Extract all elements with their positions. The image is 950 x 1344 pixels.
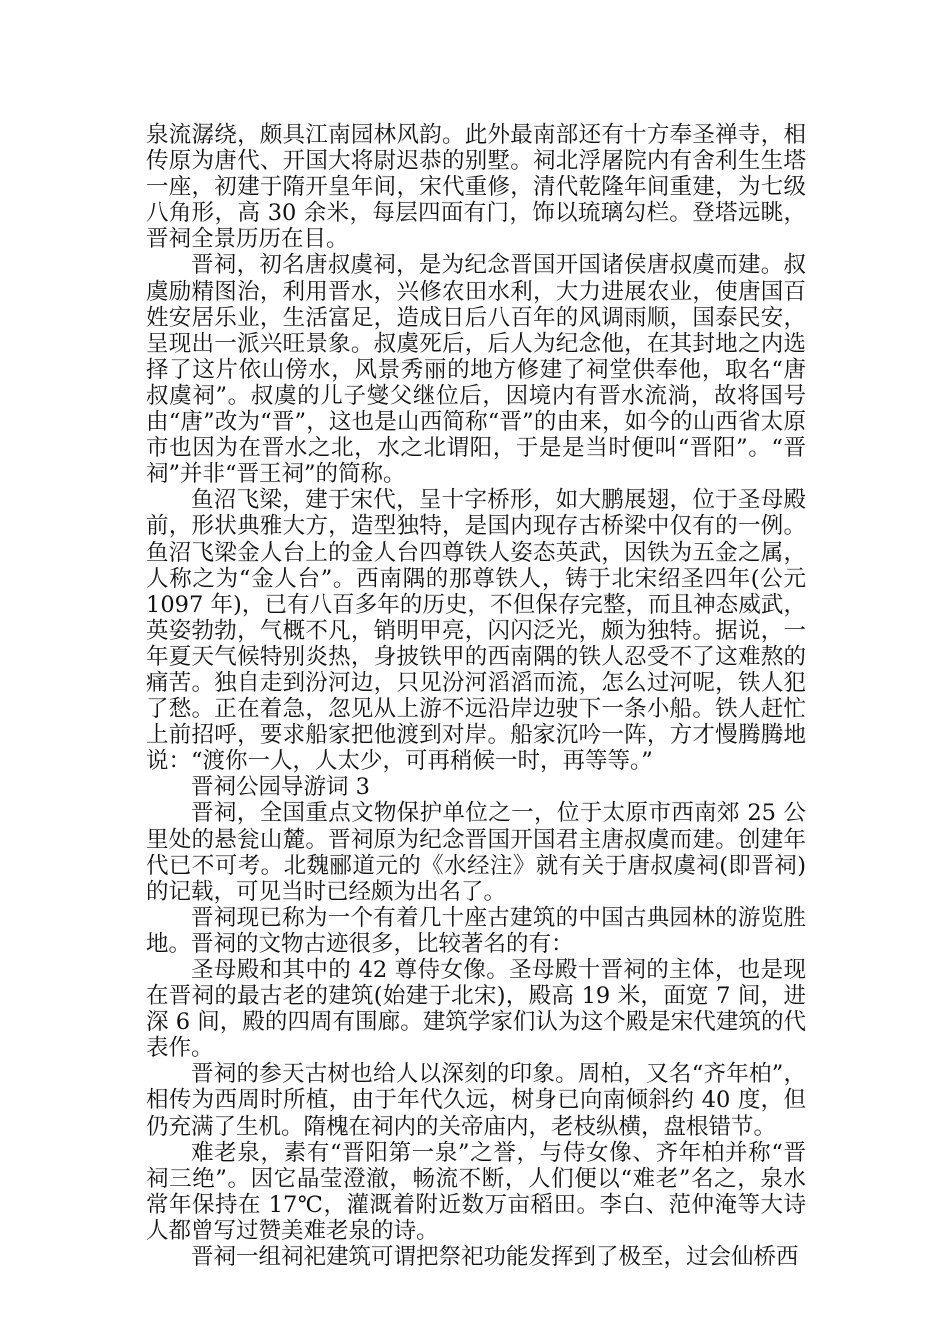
paragraph-2: 晋祠，初名唐叔虞祠，是为纪念晋国开国诸侯唐叔虞而建。叔虞励精图治，利用晋水，兴修农田水利，大力进展农业，使唐国百姓安居乐业，生活富足，造成日后八百年的风调雨顺，国泰民安，呈现出一派兴旺景象。叔虞死后，后人为纪念他，在其封地之内选择了这片依山傍水，风景秀丽的地方修建了祠堂供奉他，取名“唐叔虞祠”。叔虞的儿子燮父继位后，因境内有晋水流淌，故将国号由“唐”改为“晋”，这也是山西简称“晋”的由来，如今的山西省太原市也因为在晋水之北，水之北谓阳，于是是当时便叫“晋阳”。“晋祠”并非“晋王祠”的简称。 (146, 252, 806, 488)
document-page (146, 122, 806, 1270)
paragraph-6: 圣母殿和其中的 42 尊侍女像。圣母殿十晋祠的主体，也是现在晋祠的最古老的建筑(始建于北宋)，殿高 19 米，面宽 7 间，进深 6 间，殿的四周有围廊。建筑学家们认为这个殿是宋代建筑的代表作。 (146, 957, 806, 1062)
paragraph-3: 鱼沼飞梁，建于宋代，呈十字桥形，如大鹏展翅，位于圣母殿前，形状典雅大方，造型独特，是国内现存古桥梁中仅有的一例。鱼沼飞梁金人台上的金人台四尊铁人姿态英武，因铁为五金之属，人称之为“金人台”。西南隅的那尊铁人，铸于北宋绍圣四年(公元 1097 年)，已有八百多年的历史，不但保存完整，而且神态威武，英姿勃勃，气概不凡，销明甲亮，闪闪泛光，颇为独特。据说，一年夏天气候特别炎热，身披铁甲的西南隅的铁人忍受不了这难熬的痛苦。独自走到汾河边，只见汾河滔滔而流，怎么过河呢，铁人犯了愁。正在着急，忽见从上游不远沿岸边驶下一条小船。铁人赶忙上前招呼，要求船家把他渡到对岸。船家沉吟一阵，方才慢腾腾地说：“渡你一人，人太少，可再稍候一时，再等等。” (146, 487, 806, 775)
paragraph-4: 晋祠，全国重点文物保护单位之一，位于太原市西南郊 25 公里处的悬瓮山麓。晋祠原为纪念晋国开国君主唐叔虞而建。创建年代已不可考。北魏郦道元的《水经注》就有关于唐叔虞祠(即晋祠)的记载，可见当时已经颇为出名了。 (146, 800, 806, 905)
paragraph-1: 泉流潺绕，颇具江南园林风韵。此外最南部还有十方奉圣禅寺，相传原为唐代、开国大将尉迟恭的别墅。祠北浮屠院内有舍利生生塔一座，初建于隋开皇年间，宋代重修，清代乾隆年间重建，为七级八角形，高 30 余米，每层四面有门，饰以琉璃勾栏。登塔远眺，晋祠全景历历在目。 (146, 122, 806, 253)
paragraph-8: 难老泉，素有“晋阳第一泉”之誉，与侍女像、齐年柏并称“晋祠三绝”。因它晶莹澄澈，畅流不断，人们便以“难老”名之，泉水常年保持在 17℃，灌溉着附近数万亩稻田。李白、范仲淹等大诗人都曾写过赞美难老泉的诗。 (146, 1139, 806, 1244)
paragraph-9: 晋祠一组祠祀建筑可谓把祭祀功能发挥到了极至，过会仙桥西 (191, 1244, 799, 1271)
paragraph-7: 晋祠的参天古树也给人以深刻的印象。周柏，又名“齐年柏”，相传为西周时所植，由于年代久远，树身已向南倾斜约 40 度，但仍充满了生机。隋槐在祠内的关帝庙内，老枝纵横，盘根错节。 (146, 1061, 806, 1140)
paragraph-5: 晋祠现已称为一个有着几十座古建筑的中国古典园林的游览胜地。晋祠的文物古迹很多，比较著名的有： (146, 904, 806, 957)
section-heading: 晋祠公园导游词 3 (191, 774, 370, 801)
